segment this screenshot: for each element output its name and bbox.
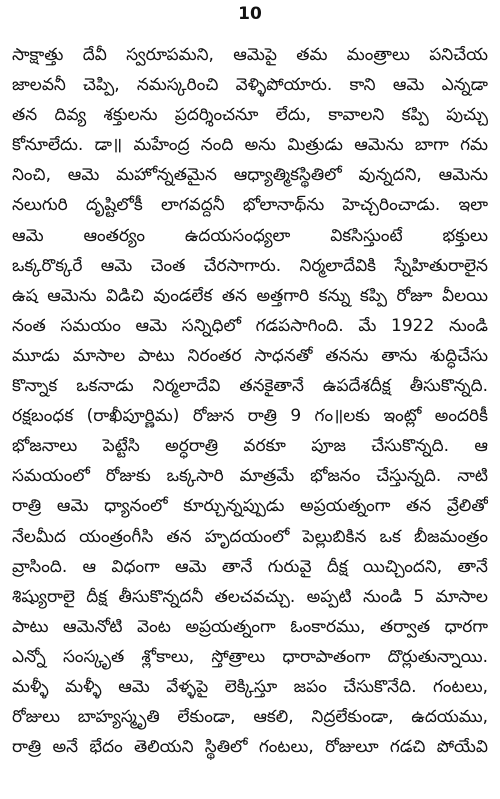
text-line: భోజనాలు పెట్టేసి అర్ధరాత్రి వరకూ పూజ చేసుకొన్నది. ఆ bbox=[12, 436, 488, 457]
text-line: జాలవనీ చెప్పి, నమస్కరించి వెళ్ళిపోయారు. కాని ఆమె ఎన్నడా bbox=[12, 75, 488, 96]
text-line: ఉష ఆమెను విడిచి వుండలేక తన అత్తగారి కన్ను కప్పి రోజూ వీలయి bbox=[12, 285, 488, 306]
text-line: సాక్షాత్తు దేవీ స్వరూపమని, ఆమెపై తమ మంత్రాలు పనిచేయ bbox=[12, 45, 488, 65]
text-line: కొన్నాక ఒకనాడు నిర్మలాదేవి తనకైతానే ఉపదేశదీక్ష తీసుకొన్నది. bbox=[12, 376, 488, 397]
text-line: పాటు ఆమెనోటి వెంట అప్రయత్నంగా ఓంకారము, తర్వాత ధారగా bbox=[12, 616, 488, 637]
text-line: నంత సమయం ఆమె సన్నిధిలో గడపసాగింది. మే 1922 నుండి bbox=[12, 315, 488, 336]
text-line: రక్షబంధక (రాఖీపూర్ణిమ) రోజున రాత్రి 9 గం॥లకు ఇంట్లో అందరికీ bbox=[12, 406, 488, 427]
text-line: వ్రాసింది. ఆ విధంగా ఆమె తానే గురువై దీక్ష యిచ్చిందని, తానే bbox=[12, 556, 488, 577]
text-line: ఆమె ఆంతర్యం ఉదయసంధ్యలా వికసిస్తుంటే భక్తులు bbox=[12, 225, 488, 246]
text-line: మళ్ళీ మళ్ళీ ఆమె వేళ్ళపై లెక్కిస్తూ జపం చేసుకొనేది. గంటలు, bbox=[12, 676, 488, 697]
text-line: రాత్రి ఆమె ధ్యానంలో కూర్చున్నప్పుడు అప్రయత్నంగా తన వ్రేలితో bbox=[12, 496, 488, 517]
text-line: సమయంలో రోజుకు ఒక్కసారి మాత్రమే భోజనం చేస్తున్నది. నాటి bbox=[12, 466, 488, 487]
body-paragraph bbox=[12, 40, 488, 762]
text-line: కోనూలేదు. డా॥ మహేంద్ర నంది అను మిత్రుడు ఆమెను బాగా గమ bbox=[12, 135, 488, 156]
text-line: తన దివ్య శక్తులను ప్రదర్శించనూ లేదు, కావాలని కప్పి పుచ్చు bbox=[12, 105, 488, 126]
text-line: రోజులు బాహ్యస్మృతి లేకుండా, ఆకలి, నిద్రలేకుండా, ఉదయము, bbox=[12, 707, 488, 728]
text-line: నేలమీద యంత్రంగీసి తన హృదయంలో పెల్లుబికిన ఒక బీజమంత్రం bbox=[12, 526, 488, 547]
page-number: 10 bbox=[238, 4, 262, 24]
text-line: రాత్రి అనే భేదం తెలియని స్థితిలో గంటలు, రోజులూ గడచి పోయేవి bbox=[12, 737, 488, 758]
text-line: ఎన్నో సంస్కృత శ్లోకాలు, స్తోత్రాలు ధారాపాతంగా దొర్లుతున్నాయి. bbox=[12, 646, 488, 667]
text-line: మూడు మాసాల పాటు నిరంతర సాధనతో తనను తాను శుద్ధిచేసు bbox=[12, 345, 488, 366]
text-line: నలుగురి దృష్టిలోకీ లాగవద్దనీ భోలానాథ్‌ను హెచ్చరించాడు. ఇలా bbox=[12, 195, 488, 216]
text-line: శిష్యురాలై దీక్ష తీసుకొన్నదనీ తలచవచ్చు. అప్పటి నుండి 5 మాసాల bbox=[12, 586, 488, 607]
text-line: నించి, ఆమె మహోన్నతమైన ఆధ్యాత్మికస్థితిలో వున్నదని, ఆమెను bbox=[12, 165, 488, 186]
text-line: ఒక్కరొక్కరే ఆమె చెంత చేరసాగారు. నిర్మలాదేవికి స్నేహితురాలైన bbox=[12, 255, 488, 276]
